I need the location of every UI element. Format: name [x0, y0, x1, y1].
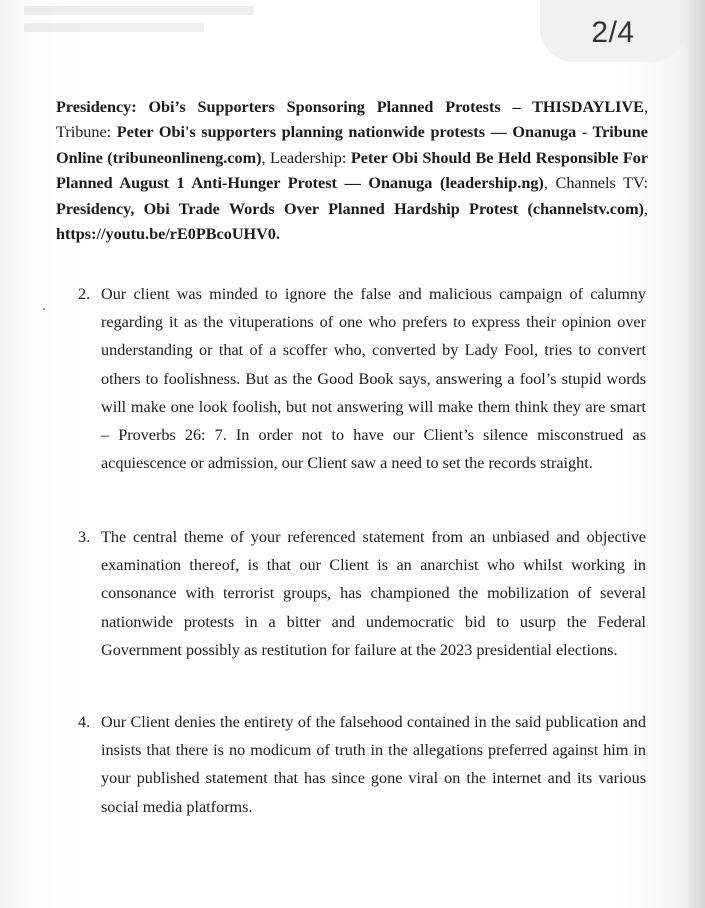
- speck: [43, 308, 45, 310]
- paragraph-number: 3.: [78, 528, 91, 546]
- source-headline-1: Presidency: Obi’s Supporters Sponsoring Planned Protests – THISDAYLIVE: [56, 98, 644, 116]
- source-headline-2: Peter Obi's supporters planning nationwide protests — Onanuga - Tribune Online (tribuneonlineng.com): [56, 123, 648, 167]
- paragraph-item: [56, 523, 646, 664]
- paragraph-number: 4.: [78, 713, 91, 731]
- source-headline-4: Presidency, Obi Trade Words Over Planned Hardship Protest (channelstv.com): [56, 199, 644, 218]
- source-outlet-3: Leadership:: [269, 148, 347, 167]
- paragraph-item: [56, 708, 646, 821]
- paragraph-text: Our client was minded to ignore the false and malicious campaign of calumny regarding it as the vituperations of one who prefers to express their opinion over understanding or that of a scoffer who, converted by Lady Fool, tries to convert others to foolishness. But as the Good Book says, answering a fool’s stupid words will make one look foolish, but not answering will make them think they are smart – Proverbs 26: 7. In order not to have our Client’s silence misconstrued as acquiescence or admission, our Client saw a need to set the records straight.: [101, 285, 646, 473]
- source-outlet-2: Tribune:: [56, 123, 112, 142]
- sources-paragraph: Presidency: Obi’s Supporters Sponsoring Planned Protests – THISDAYLIVE, Tribune: Peter Obi's supporters planning nationwide protests — Onanuga - Tribune Online (tribuneonlineng.com), Leadership: Peter Obi Should Be Held Responsible For Planned August 1 Anti-Hunger Protest — Onanuga (leadership.ng), Channels TV: Presidency, Obi Trade Words Over Planned Hardship Protest (channelstv.com), https://youtu.be/rE0PBcoUHV0.: [56, 98, 649, 244]
- paragraph-text: Our Client denies the entirety of the falsehood contained in the said publication and insists that there is no modicum of truth in the allegations preferred against him in your published statement that has since gone viral on the internet and its various social media platforms.: [101, 713, 646, 816]
- bleed-through-text: [24, 6, 284, 46]
- paragraph-item: [56, 280, 646, 477]
- paragraph-text: The central theme of your referenced statement from an unbiased and objective examination thereof, is that our Client is an anarchist who whilst working in consonance with terrorist groups, has championed the mobilization of several nationwide protests in a bitter and undemocratic bid to usurp the Federal Government possibly as restitution for failure at the 2023 presidential elections.: [101, 528, 646, 659]
- page-indicator: 2/4: [540, 0, 686, 62]
- page-edge-shadow: [679, 0, 705, 908]
- numbered-paragraph-3: [56, 523, 646, 664]
- numbered-paragraph-2: [56, 280, 646, 477]
- source-outlet-4: Channels TV:: [555, 174, 649, 193]
- source-headline-3: Peter Obi Should Be Held Responsible For Planned August 1 Anti-Hunger Protest — Onanuga (leadership.ng): [56, 148, 649, 193]
- source-link-youtube: https://youtu.be/rE0PBcoUHV0.: [56, 225, 280, 244]
- paragraph-number: 2.: [78, 285, 91, 303]
- numbered-paragraph-4: [56, 708, 646, 821]
